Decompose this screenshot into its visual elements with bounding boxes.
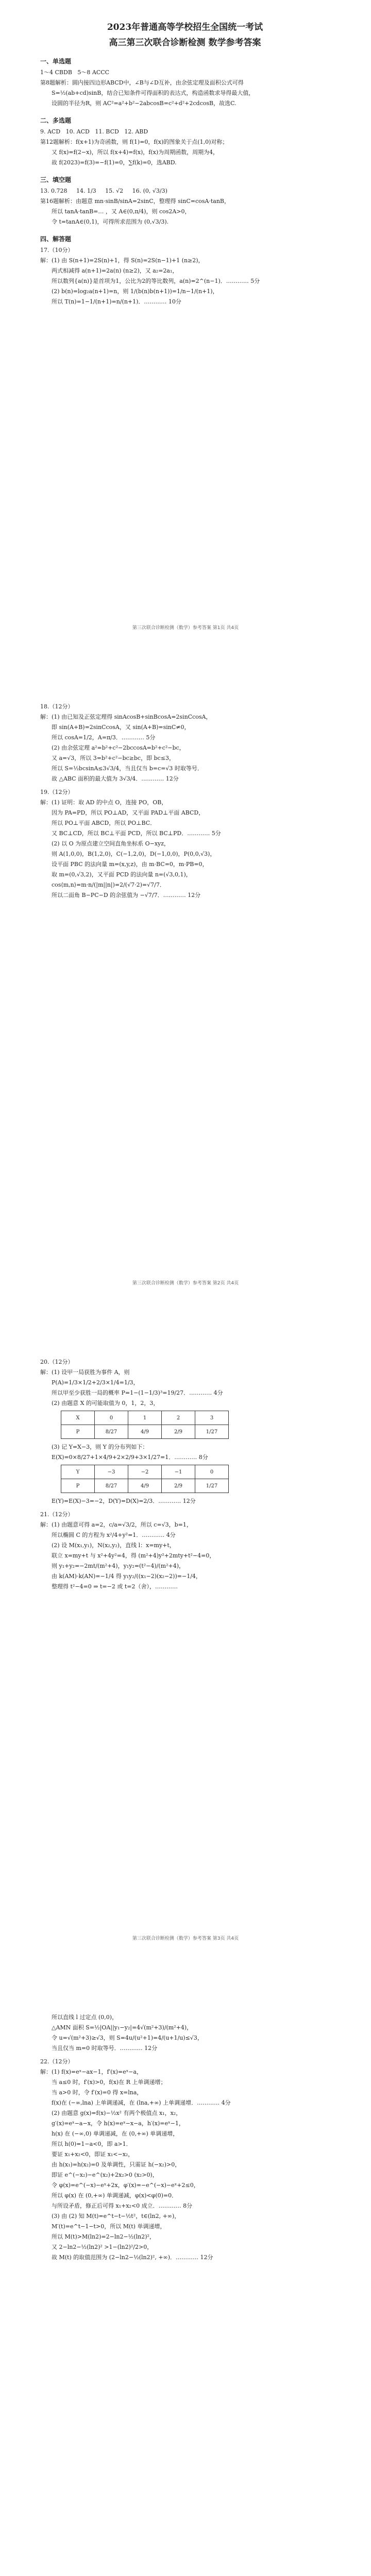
question-title: 21.（12分）	[40, 1511, 74, 1518]
answer-line: 解：(1) 设甲一局获胜为事件 A，则	[40, 1369, 130, 1376]
answer-line: 所以 M(t)>M(ln2)=2−ln2−½(ln2)²，	[52, 2233, 155, 2240]
answer-line: h(x) 在 (−∞,0) 单调递减，在 (0,+∞) 单调递增，	[52, 2130, 179, 2137]
table-cell: −2	[128, 1465, 162, 1479]
answer-line: 所以 tanA·tanB=… ，又 A∈(0,π/4)，则 cos2A>0，	[52, 208, 191, 215]
answer-line: 则 A(1,0,0)，B(1,2,0)，C(−1,2,0)，D(−1,0,0)，P(0,0,√3)，	[52, 851, 216, 857]
table-cell: 1/27	[195, 1425, 229, 1439]
exam-subtitle: 高三第三次联合诊断检测 数学参考答案	[109, 38, 261, 48]
table-cell: Y	[61, 1465, 95, 1479]
table-cell: 3	[195, 1411, 229, 1425]
answer-line: 所以 S=½bcsinA≤3√3/4，当且仅当 b=c=√3 时取等号．	[52, 765, 203, 772]
answer-line: (2) 由余弦定理 a²=b²+c²−2bccosA=b²+c²−bc，	[52, 744, 185, 751]
table-cell: 8/27	[95, 1479, 128, 1493]
answer-line: 要证 x₁+x₂<0，即证 x₁<−x₂，	[52, 2151, 134, 2158]
table-cell: 2/9	[162, 1425, 195, 1439]
answer-line: 第16题解析：由题意 mn·sinB/sinA=2sinC，整理得 sinC=cosA·tanB，	[40, 198, 230, 205]
answer-line: 当 a≤0 时，f′(x)>0，f(x)在 R 上单调递增；	[52, 2079, 166, 2086]
answer-line: 令 u=√(m²+3)≥√3，则 S=4u/(u²+1)=4/(u+1/u)≤√3，	[52, 2035, 203, 2041]
question-title: 18.（12分）	[40, 703, 74, 710]
answer-line: g′(x)=eˣ−a−x，令 h(x)=eˣ−x−a，h′(x)=eˣ−1，	[52, 2120, 184, 2127]
answer-line: 所以数列{a(n)}是首项为1，公比为2的等比数列，a(n)=2^(n−1)．………… 5分	[52, 278, 260, 284]
answer-page-3	[0, 1311, 371, 1966]
answer-line: (3) 记 Y=X−3，则 Y 的分布列如下：	[52, 1444, 148, 1450]
answer-line: 所以 φ(x) 在 (0,+∞) 单调递减，φ(x)<φ(0)=0．	[52, 2192, 178, 2199]
question-title: 20.（12分）	[40, 1359, 74, 1365]
section-heading: 一、单选题	[40, 58, 72, 65]
answer-line: 9. ACD 10. ACD 11. BCD 12. ABD	[40, 128, 148, 135]
answer-line: 故 M(t) 的取值范围为 (2−ln2−½(ln2)², +∞)．………… 12分	[52, 2254, 213, 2261]
question-title: 17.（10分）	[40, 247, 74, 253]
table-cell: 2/9	[162, 1479, 195, 1493]
answer-line: 第8题解析：圆内接四边形ABCD中，∠B与∠D互补，由余弦定理及面积公式可得	[40, 79, 244, 86]
answer-line: 所以 PO⊥平面 ABCD，所以 PO⊥BC．	[52, 820, 156, 826]
table-cell: P	[61, 1479, 95, 1493]
table-cell: −3	[95, 1465, 128, 1479]
answer-line: 整理得 t²−4=0 ⇒ t=−2 或 t=2（舍），…………	[52, 1583, 178, 1590]
answer-line: M′(t)=e^t−1−t>0，所以 M(t) 单调递增，	[52, 2223, 166, 2230]
answer-page-2	[0, 655, 371, 1311]
section-heading: 四、解答题	[40, 235, 72, 243]
answer-line: 1～4 CBDB 5～8 ACCC	[40, 69, 110, 76]
answer-line: 设圆的半径为R，则 AC²=a²+b²−2abcosB=c²+d²+2cdcosB，故选C.	[52, 100, 237, 107]
answer-line: E(Y)=E(X)−3=−2，D(Y)=D(X)=2/3．………… 12分	[52, 1498, 196, 1504]
page-footer: 第三次联合诊断检测（数学）参考答案 第1页 共4页	[132, 625, 239, 631]
table-cell: X	[61, 1411, 95, 1425]
answer-line: 即 sin(A+B)=2sinCcosA，又 sin(A+B)=sinC≠0，	[52, 724, 190, 731]
answer-line: (2) 设 M(x₁,y₁)，N(x₂,y₂)，直线 l：x=my+t，	[52, 1542, 175, 1549]
answer-line: 由 h(x₁)=h(x₂)=0 及单调性，只需证 h(−x₂)>0，	[52, 2161, 181, 2168]
answer-line: (2) 由题意 X 的可能取值为 0，1，2，3，	[52, 1400, 159, 1406]
answer-line: △AMN 面积 S=½|OA||y₁−y₂|=4√(m²+3)/(m²+4)，	[52, 2024, 193, 2031]
answer-line: 当且仅当 m=0 时取等号．………… 12分	[52, 2045, 158, 2052]
section-heading: 三、填空题	[40, 176, 72, 183]
answer-line: (3) 由 (2) 知 M(t)=e^t−t−½t²，t∈(ln2, +∞)，	[52, 2213, 180, 2219]
answer-line: 故 △ABC 面积的最大值为 3√3/4．………… 12分	[52, 775, 179, 782]
table-cell: 4/9	[128, 1479, 162, 1493]
answer-line: (2) b(n)=log₂a(n+1)=n，则 1/(b(n)b(n+1))=1/n−1/(n+1)，	[52, 288, 218, 295]
section-heading: 二、多选题	[40, 117, 72, 124]
answer-line: 两式相减得 a(n+1)=2a(n) (n≥2)，又 a₂=2a₁，	[52, 267, 178, 274]
table-cell: −1	[162, 1465, 195, 1479]
table-cell: 8/27	[95, 1425, 128, 1439]
answer-line: (2) 由题意 g(x)=f(x)−½x² 有两个极值点 x₁，x₂，	[52, 2110, 182, 2116]
answer-line: 所以椭圆 C 的方程为 x²/4+y²=1．………… 4分	[52, 1532, 176, 1538]
table-cell: 4/9	[128, 1425, 162, 1439]
answer-line: 当 a>0 时，令 f′(x)=0 得 x=lna，	[52, 2089, 143, 2096]
answer-line: 13. 0.728 14. 1/3 15. √2 16. (0, √3/3)	[40, 188, 167, 194]
answer-line: 因为 PA=PD，所以 PO⊥AD，又平面 PAD⊥平面 ABCD，	[52, 809, 205, 816]
answer-line: 联立 x=my+t 与 x²+4y²=4，得 (m²+4)y²+2mty+t²−4=0，	[52, 1552, 215, 1559]
answer-line: 解：(1) 证明：取 AD 的中点 O，连接 PO，OB，	[40, 799, 167, 806]
answer-line: 令 φ(x)=e^(−x)−eˣ+2x，φ′(x)=−e^(−x)−eˣ+2≤0，	[52, 2182, 199, 2189]
answer-line: 又 BC⊥CD，所以 BC⊥平面 PCD，所以 BC⊥PD．………… 5分	[52, 830, 221, 837]
answer-line: 由 k(AM)·k(AN)=−1/4 得 y₁y₂/((x₁−2)(x₂−2))=−1/4，	[52, 1573, 201, 1580]
distribution-table-x	[61, 1411, 229, 1439]
answer-page-1	[0, 0, 371, 655]
answer-line: 解：(1) 由已知及正弦定理得 sinAcosB+sinBcosA=2sinCcosA，	[40, 714, 212, 720]
answer-line: 所以甲至少获胜一局的概率 P=1−(1−1/3)³=19/27．………… 4分	[52, 1389, 223, 1396]
answer-line: cos⟨m,n⟩=m·n/(|m||n|)=2/(√7·2)=√7/7．	[52, 882, 165, 888]
exam-title: 2023年普通高等学校招生全国统一考试	[107, 22, 263, 32]
answer-line: 解：(1) 由题意可得 a=2，c/a=√3/2，所以 c=√3，b=1，	[40, 1521, 192, 1528]
page-footer: 第三次联合诊断检测（数学）参考答案 第3页 共4页	[132, 1936, 239, 1941]
question-title: 19.（12分）	[40, 789, 74, 795]
page-footer: 第三次联合诊断检测（数学）参考答案 第2页 共4页	[132, 1281, 239, 1286]
answer-line: 设平面 PBC 的法向量 m=(x,y,z)，由 m·BC=0，m·PB=0，	[52, 861, 208, 868]
answer-line: 又 2−ln2−½(ln2)² >1−(ln2)²/2>0，	[52, 2244, 153, 2250]
answer-line: 所以直线 l 过定点 (0,0)，	[52, 2014, 118, 2021]
answer-line: 解：(1) 由 S(n+1)=2S(n)+1，得 S(n)=2S(n−1)+1 (n≥2)，	[40, 257, 204, 264]
answer-line: P(A)=1/3×1/2+2/3×1/4=1/3，	[52, 1379, 139, 1386]
answer-line: 取 m=(0,√3,2)，又平面 PCD 的法向量 n=(√3,0,1)，	[52, 871, 192, 878]
answer-line: 又 a=√3，所以 3=b²+c²−bc≥bc，即 bc≤3，	[52, 755, 175, 761]
question-title: 22.（12分）	[40, 2058, 74, 2065]
answer-line: 第12题解析：f(x+1)为奇函数，则 f(1)=0，f(x)的图象关于点(1,0)对称；	[40, 139, 228, 145]
answer-line: 又 f(x)=f(2−x)，所以 f(x+4)=f(x)，f(x)为周期函数，周期为4，	[52, 149, 219, 156]
answer-line: f(x)在 (−∞,lna) 上单调递减，在 (lna,+∞) 上单调递增．………… 4分	[52, 2099, 231, 2106]
answer-line: 解：(1) f(x)=eˣ−ax−1，f′(x)=eˣ−a，	[40, 2069, 143, 2075]
answer-line: 则 y₁+y₂=−2mt/(m²+4)，y₁y₂=(t²−4)/(m²+4)，	[52, 1563, 185, 1569]
answer-line: (2) 以 O 为原点建立空间直角坐标系 O−xyz，	[52, 840, 170, 847]
answer-line: S=½(ab+cd)sinB，结合已知条件可得面积的表达式，构造函数求导得最大值，	[52, 90, 255, 96]
answer-line: 所以 T(n)=1−1/(n+1)=n/(n+1)．………… 10分	[52, 298, 181, 305]
answer-line: 与所设矛盾，修正后可得 x₁+x₂<0 成立．………… 8分	[52, 2202, 193, 2209]
answer-line: E(X)=0×8/27+1×4/9+2×2/9+3×1/27=1．………… 8分	[52, 1454, 208, 1461]
table-cell: 0	[195, 1465, 229, 1479]
answer-line: 所以 h(0)=1−a<0，即 a>1．	[52, 2141, 132, 2147]
table-cell: 0	[95, 1411, 128, 1425]
answer-line: 所以二面角 B−PC−D 的余弦值为 −√7/7．………… 12分	[52, 892, 201, 899]
answer-line: 故 f(2023)=f(3)=−f(1)=0，∑f(k)=0，选ABD.	[52, 159, 177, 166]
table-cell: 2	[162, 1411, 195, 1425]
answer-line: 所以 cosA=1/2，A=π/3．………… 5分	[52, 734, 156, 741]
answer-line: 即证 e^(−x₂)−e^(x₂)+2x₂>0 (x₂>0)，	[52, 2172, 158, 2178]
answer-page-4	[0, 1966, 371, 2576]
answer-line: 令 t=tanA∈(0,1)，可得所求范围为 (0,√3/3).	[52, 218, 169, 225]
table-cell: 1	[128, 1411, 162, 1425]
table-cell: 1/27	[195, 1479, 229, 1493]
table-cell: P	[61, 1425, 95, 1439]
distribution-table-y	[61, 1465, 229, 1493]
